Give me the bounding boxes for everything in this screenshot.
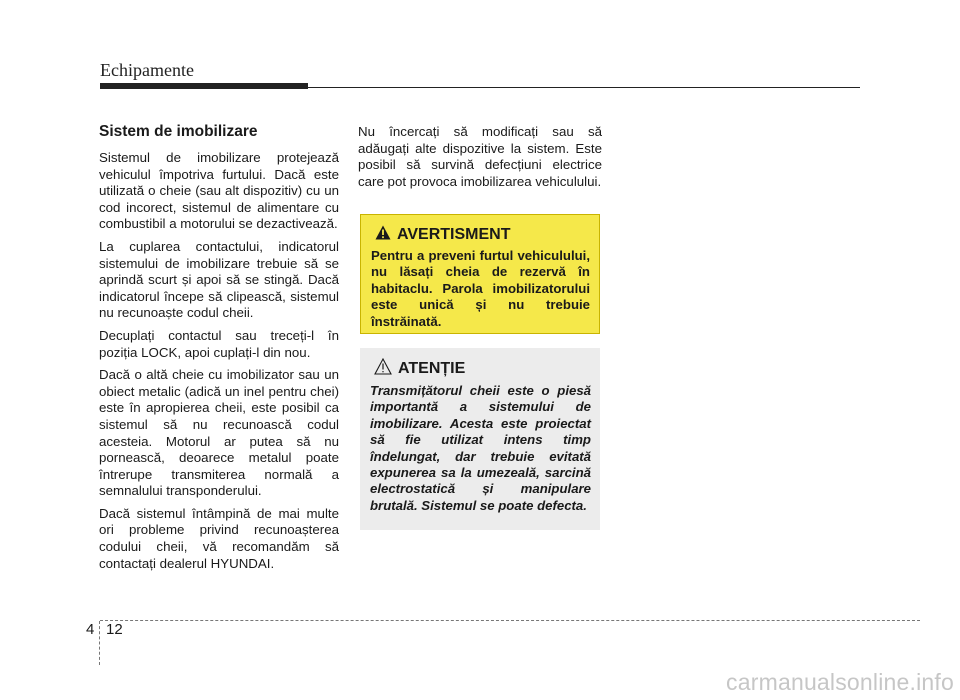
warning-title: AVERTISMENT xyxy=(397,226,511,243)
paragraph: Decuplați contactul sau treceți-l în poziția LOCK, apoi cuplați-l din nou. xyxy=(99,327,339,360)
footer-rule xyxy=(100,620,920,621)
left-column xyxy=(99,122,339,578)
caution-triangle-icon xyxy=(374,358,392,380)
footer-divider xyxy=(99,621,100,665)
paragraph: Sistemul de imobilizare protejează vehiculul împotriva furtului. Dacă este utilizată o cheie (sau alt dispozitiv) cu un cod incorect, sistemul de alimentare cu combustibil a motorului se dezactivează. xyxy=(99,150,339,232)
caution-header xyxy=(370,358,591,380)
chapter-number: 4 xyxy=(86,621,95,638)
caution-box xyxy=(360,348,600,530)
paragraph: La cuplarea contactului, indicatorul sistemului de imobilizare trebuie să se aprindă scurt și apoi să se stingă. Dacă indicatorul începe să clipească, sistemul nu recunoaște codul cheii. xyxy=(99,238,339,321)
header-rule-thick xyxy=(100,83,308,89)
warning-text: Pentru a preveni furtul vehiculului, nu lăsați cheia de rezervă în habitaclu. Parola imobilizatorului este unică și nu trebuie înstrăinată. xyxy=(371,248,590,329)
warning-header xyxy=(371,225,590,245)
paragraph: Dacă o altă cheie cu imobilizator sau un obiect metalic (adică un inel pentru chei) este în apropierea cheii, este posibil ca sistemul să nu recunoască codul acesteia. Motorul ar putea să nu pornească, deoarece metalul poate întrerupe transmiterea normală a semnalului transponderului. xyxy=(99,367,339,499)
paragraph: Dacă sistemul întâmpină de mai multe ori probleme privind recunoașterea codului cheii, vă recomandăm să contactați dealerul HYUNDAI. xyxy=(99,505,339,571)
warning-box xyxy=(360,214,600,334)
page-number: 12 xyxy=(106,621,123,638)
right-column xyxy=(358,124,602,196)
caution-text: Transmițătorul cheii este o piesă importantă a sistemului de imobilizare. Acesta este proiectat să fie utilizat intens timp îndelungat, dar trebuie evitată expunerea sa la umezeală, sarcină electrostatică și manipulare brutală. Sistemul se poate defecta. xyxy=(370,383,591,513)
section-title: Sistem de imobilizare xyxy=(99,123,258,140)
caution-title: ATENȚIE xyxy=(398,360,466,377)
paragraph: Nu încercați să modificați sau să adăugați alte dispozitive la sistem. Este posibil să survină defecțiuni electrice care pot provoca imobilizarea vehiculului. xyxy=(358,124,602,189)
header-rule xyxy=(100,87,860,88)
watermark: carmanualsonline.info xyxy=(726,669,954,695)
warning-triangle-icon xyxy=(375,225,391,245)
header-title: Echipamente xyxy=(100,60,194,80)
